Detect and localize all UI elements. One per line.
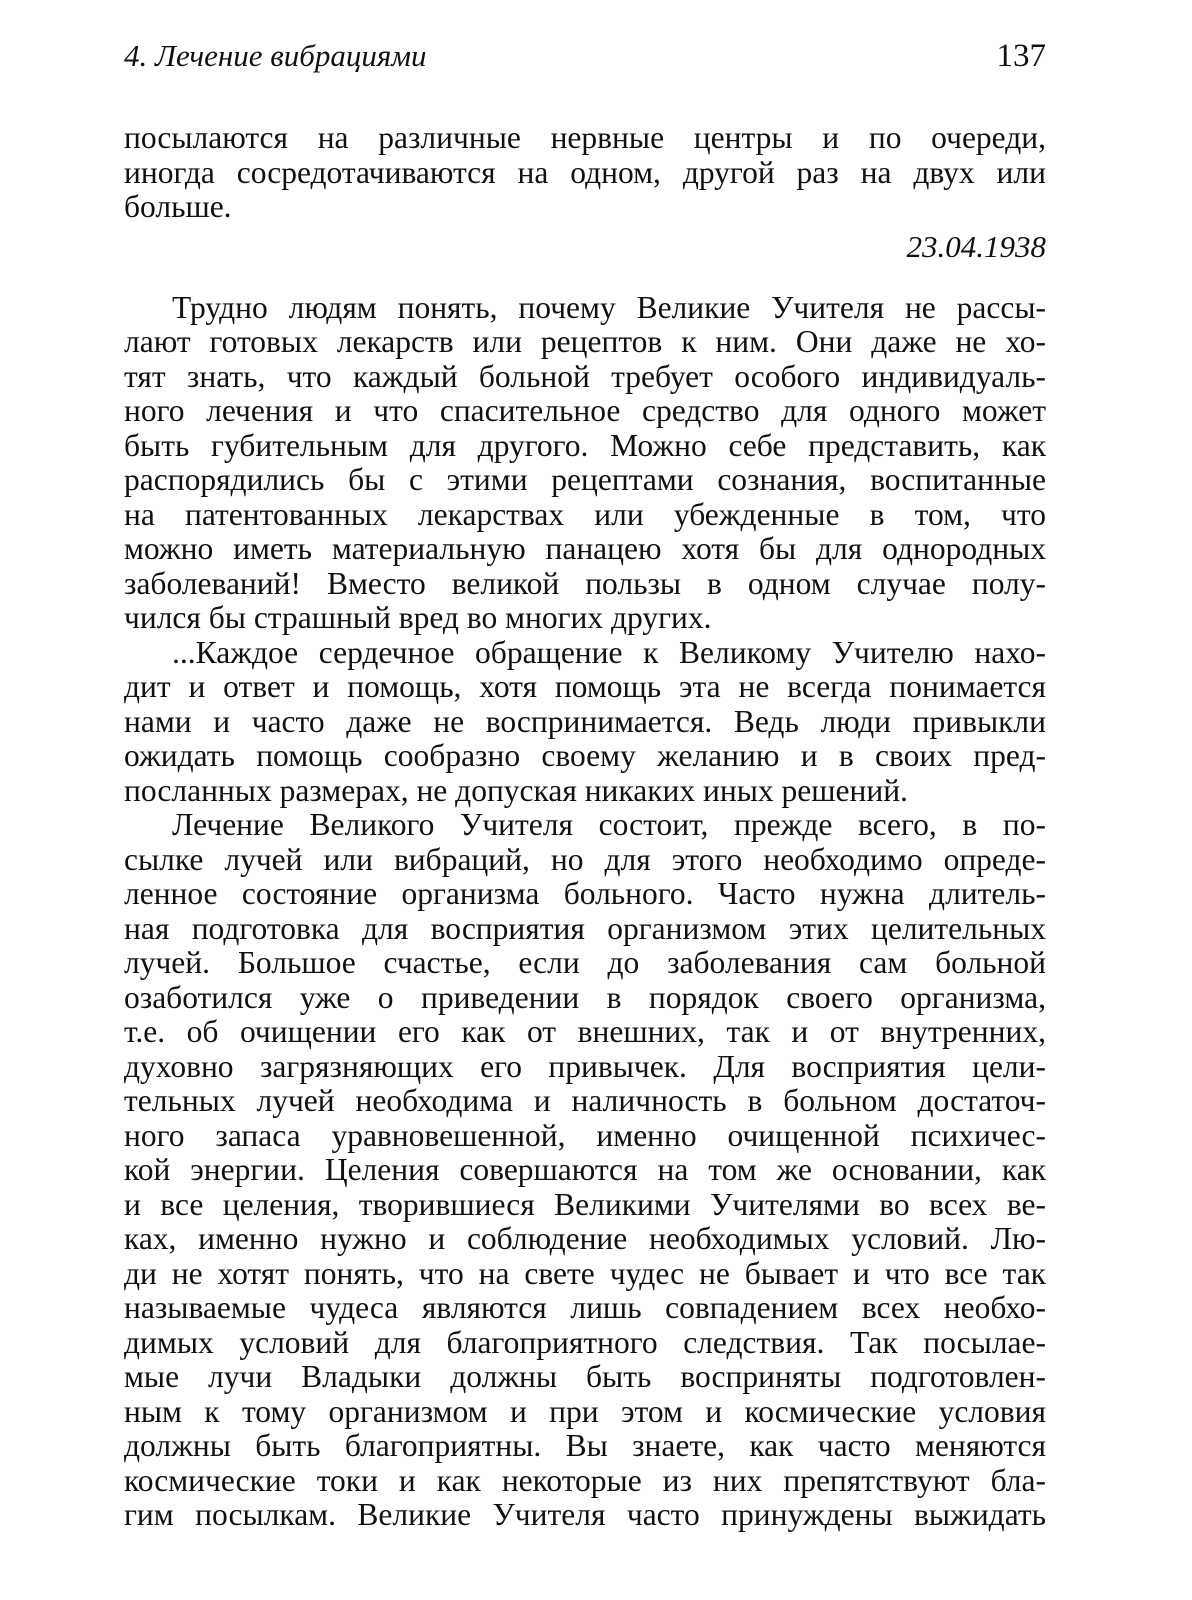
paragraph-3 [124,808,1046,1533]
text-line: быть губительным для другого. Можно себе представить, как [124,427,1046,463]
section-gap [124,267,1046,291]
paragraph-1 [124,291,1046,636]
text-line: димых условий для благоприятного следствия. Так посылае- [124,1324,1046,1360]
text-line: кой энергии. Целения совершаются на том же основании, как [124,1152,1046,1187]
text-line: лают готовых лекарств или рецептов к ним. Они даже не хо- [124,324,1046,359]
text-line: должны быть благоприятны. Вы знаете, как часто меняются [124,1428,1046,1463]
text-line: сылке лучей или вибраций, но для этого необходимо опреде- [124,841,1046,877]
text-line: можно иметь материальную панацею хотя бы для однородных [124,531,1046,566]
entry-date: 23.04.1938 [906,228,1046,264]
text-line: на патентованных лекарствах или убежденные в том, что [124,496,1046,532]
text-line: ным к тому организмом и при этом и космические условия [124,1393,1046,1429]
text-line: мые лучи Владыки должны быть восприняты подготовлен- [124,1359,1046,1394]
text-line: ках, именно нужно и соблюдение необходимых условий. Лю- [124,1221,1046,1256]
text-line: заболеваний! Вместо великой пользы в одном случае полу- [124,565,1046,601]
text-line: космические токи и как некоторые из них препятствуют бла- [124,1462,1046,1498]
text-line: нами и часто даже не воспринимается. Ведь люди привыкли [124,703,1046,739]
running-head [124,36,1046,80]
paragraph-2 [124,636,1046,809]
text-line: духовно загрязняющих его привычек. Для восприятия цели- [124,1048,1046,1084]
text-line: лучей. Большое счастье, если до заболевания сам больной [124,945,1046,980]
text-line: т.е. об очищении его как от внешних, так и от внутренних, [124,1014,1046,1049]
text-line: ленное состояние организма больного. Часто нужна длитель- [124,876,1046,911]
text-line: тельных лучей необходима и наличность в больном достаточ- [124,1083,1046,1118]
body-text [124,121,1046,1533]
text-line: тят знать, что каждый больной требует особого индивидуаль- [124,358,1046,394]
text-line: ожидать помощь сообразно своему желанию и в своих пред- [124,738,1046,773]
text-line: дит и ответ и помощь, хотя помощь эта не всегда понимается [124,669,1046,704]
chapter-title: 4. Лечение вибрациями [124,38,427,73]
text-line: распорядились бы с этими рецептами сознания, воспитанные [124,462,1046,497]
text-line: ...Каждое сердечное обращение к Великому Учителю нахо- [172,634,1046,670]
text-line: ного лечения и что спасительное средство для одного может [124,393,1046,428]
text-line: Трудно людям понять, почему Великие Учителя не рассы- [172,289,1046,325]
text-line: ди не хотят понять, что на свете чудес не бывает и что все так [124,1255,1046,1291]
page-number: 137 [996,38,1046,74]
text-line: Лечение Великого Учителя состоит, прежде всего, в по- [172,807,1046,842]
text-line: посылаются на различные нервные центры и по очереди, [124,120,1046,155]
text-line: гим посылкам. Великие Учителя часто принуждены выжидать [124,1497,1046,1532]
intro-paragraph [124,121,1046,225]
text-line: озаботился уже о приведении в порядок своего организма, [124,979,1046,1015]
text-line: посланных размерах, не допуская никаких иных решений. [124,772,908,808]
text-line: и все целения, творившиеся Великими Учителями во всех ве- [124,1186,1046,1222]
text-line: чился бы страшный вред во многих других. [124,600,712,635]
text-line: называемые чудеса являются лишь совпадением всех необхо- [124,1290,1046,1325]
text-line: больше. [124,189,232,224]
text-line: ная подготовка для восприятия организмом этих целительных [124,910,1046,946]
text-line: ного запаса уравновешенной, именно очищенной психичес- [124,1117,1046,1153]
text-line: иногда сосредотачиваются на одном, другой раз на двух или [124,154,1046,190]
